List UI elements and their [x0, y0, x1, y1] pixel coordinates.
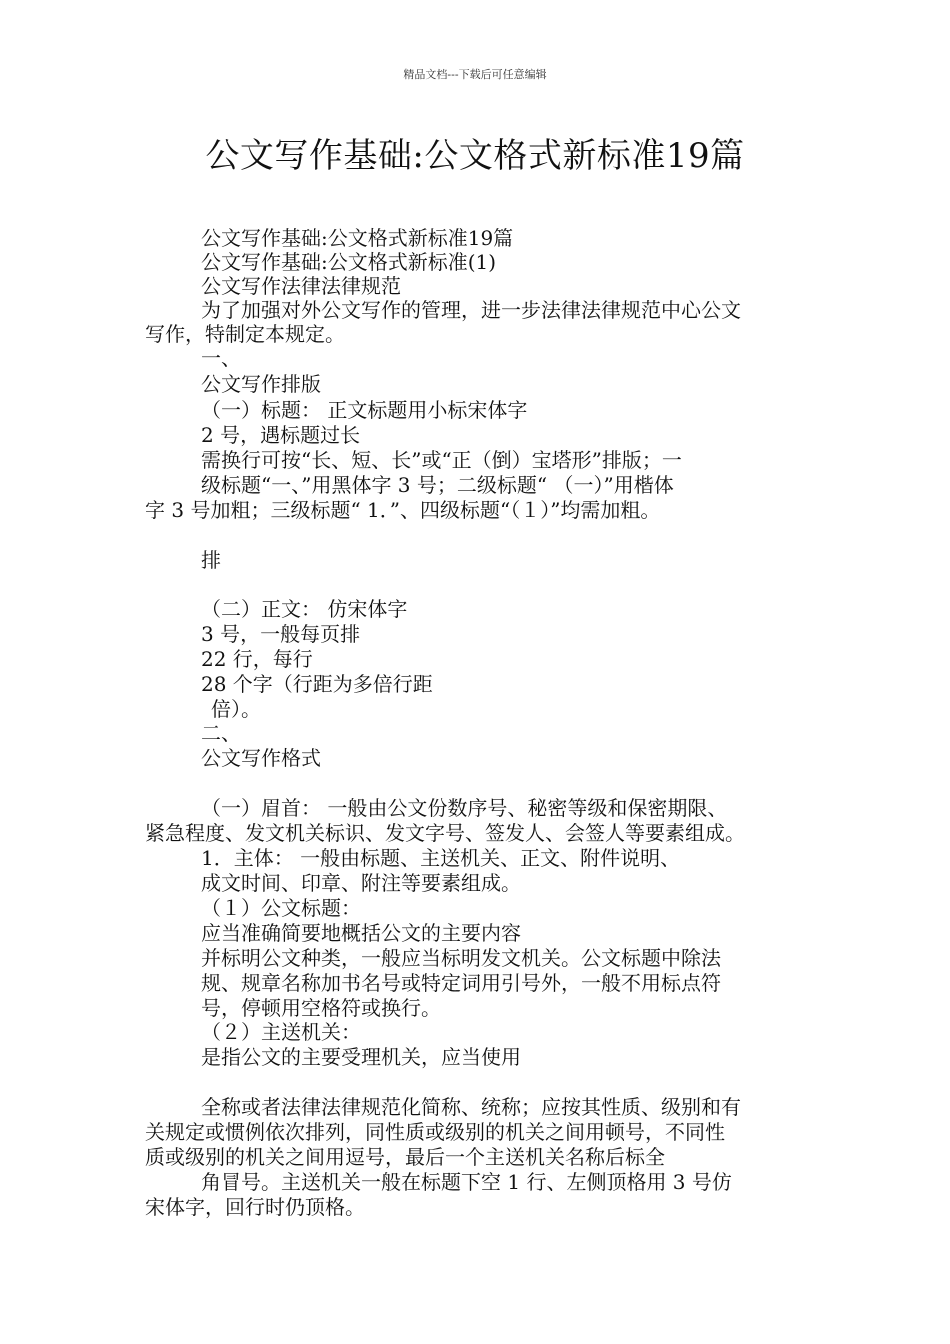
document-title: 公文写作基础:公文格式新标准19篇	[205, 136, 745, 176]
paragraph-line: 号，停顿用空格符或换行。	[201, 996, 441, 1020]
paragraph-line: 宋体字，回行时仍顶格。	[145, 1195, 365, 1219]
paragraph-line: 角冒号。主送机关一般在标题下空 1 行、左侧顶格用 3 号仿	[201, 1170, 732, 1194]
paragraph-line: 成文时间、印章、附注等要素组成。	[201, 871, 521, 895]
paragraph-line: 3 号，一般每页排	[201, 622, 361, 646]
section-number: 一、	[201, 346, 241, 370]
paragraph-line: （１）公文标题：	[201, 896, 361, 920]
paragraph-line: 需换行可按“长、短、长”或“正（倒）宝塔形”排版；一	[201, 448, 682, 472]
paragraph-line: 公文写作基础:公文格式新标准19篇	[201, 226, 514, 250]
paragraph-line: 关规定或惯例依次排列，同性质或级别的机关之间用顿号，不同性	[145, 1120, 725, 1144]
paragraph-line: 规、规章名称加书名号或特定词用引号外，一般不用标点符	[201, 971, 721, 995]
paragraph-line: 公文写作法律法律规范	[201, 274, 401, 298]
paragraph-line: （２）主送机关：	[201, 1020, 361, 1044]
paragraph-line: 22 行，每行	[201, 647, 313, 671]
paragraph-line: 字 3 号加粗；三级标题“ 1．”、四级标题“（１）”均需加粗。	[145, 498, 661, 522]
paragraph-line: （一）标题： 正文标题用小标宋体字	[201, 398, 528, 422]
page-header: 精品文档---下载后可任意编辑	[403, 68, 547, 81]
paragraph-line: （二）正文： 仿宋体字	[201, 597, 408, 621]
paragraph-line: 质或级别的机关之间用逗号，最后一个主送机关名称后标全	[145, 1145, 665, 1169]
paragraph-line: 全称或者法律法律规范化简称、统称；应按其性质、级别和有	[201, 1095, 741, 1119]
paragraph-line: 排	[201, 548, 221, 572]
section-heading: 公文写作格式	[201, 746, 321, 770]
paragraph-line: 是指公文的主要受理机关，应当使用	[201, 1045, 521, 1069]
paragraph-line: 28 个字（行距为多倍行距	[201, 672, 433, 696]
paragraph-line: 公文写作基础:公文格式新标准(1)	[201, 250, 497, 274]
paragraph-line: 级标题“一、”用黑体字 3 号；二级标题“ （一）”用楷体	[201, 473, 674, 497]
section-heading: 公文写作排版	[201, 372, 321, 396]
paragraph-line: 紧急程度、发文机关标识、发文字号、签发人、会签人等要素组成。	[145, 821, 745, 845]
paragraph-line: 并标明公文种类，一般应当标明发文机关。公文标题中除法	[201, 946, 721, 970]
paragraph-line: 应当准确简要地概括公文的主要内容	[201, 921, 521, 945]
paragraph-line: 写作，特制定本规定。	[145, 322, 345, 346]
paragraph-line: 2 号，遇标题过长	[201, 423, 361, 447]
paragraph-line: 为了加强对外公文写作的管理，进一步法律法律规范中心公文	[201, 298, 741, 322]
paragraph-line: 1．主体： 一般由标题、主送机关、正文、附件说明、	[201, 846, 681, 870]
section-number: 二、	[201, 721, 241, 745]
paragraph-line: （一）眉首： 一般由公文份数序号、秘密等级和保密期限、	[201, 796, 728, 820]
paragraph-line: 倍）。	[211, 697, 261, 721]
